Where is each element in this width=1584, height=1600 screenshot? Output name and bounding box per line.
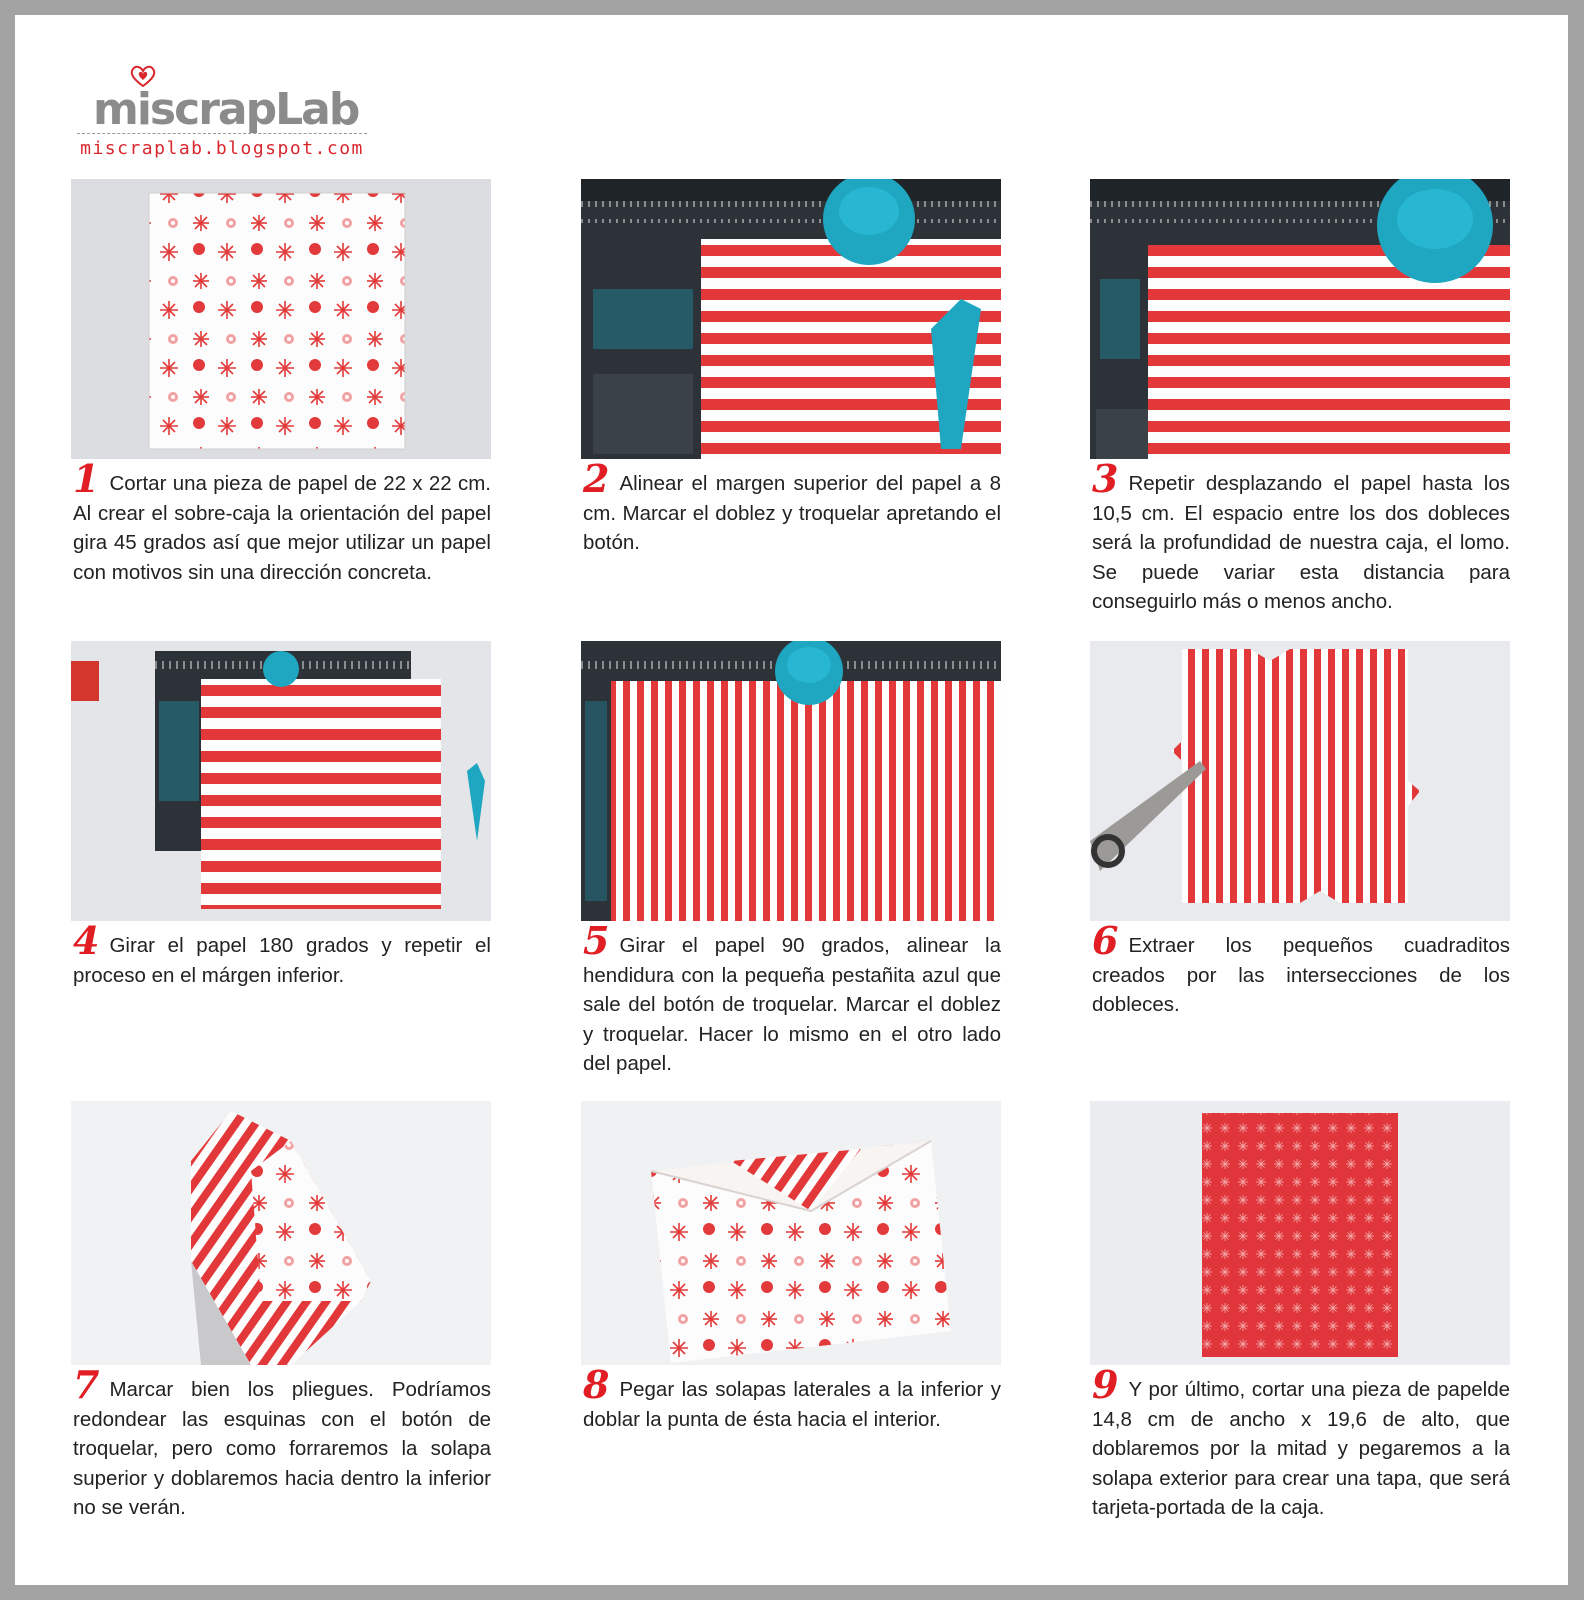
- step-number: 8: [583, 1362, 610, 1407]
- step-text: Girar el papel 180 grados y repetir el proceso en el márgen inferior.: [73, 934, 491, 987]
- step-number: 1: [73, 456, 100, 501]
- step-text: Marcar bien los pliegues. Podríamos redondear las esquinas con el botón de troquelar, pero como forraremos la solapa superior y doblaremos hacia dentro la inferior no se verán.: [73, 1378, 491, 1519]
- step-6-caption: [1092, 918, 1510, 1020]
- step-9-caption: [1092, 1362, 1510, 1523]
- step-3-photo: [1090, 179, 1510, 459]
- step-9-photo: [1090, 1101, 1510, 1365]
- instruction-sheet: [15, 15, 1568, 1585]
- step-number: 4: [73, 918, 100, 963]
- step-number: 7: [73, 1362, 100, 1407]
- brand-url[interactable]: miscraplab.blogspot.com: [77, 133, 367, 159]
- step-3-caption: [1092, 456, 1510, 617]
- step-4-caption: [73, 918, 491, 990]
- step-2-caption: [583, 456, 1001, 558]
- step-7-caption: [73, 1362, 491, 1523]
- step-5-caption: [583, 918, 1001, 1079]
- step-text: Pegar las solapas laterales a la inferior y doblar la punta de ésta hacia el interior.: [583, 1378, 1001, 1431]
- step-5-photo: [581, 641, 1001, 921]
- brand-name: miscrapLab: [93, 84, 359, 135]
- step-4-photo: [71, 641, 491, 921]
- step-1-photo: [71, 179, 491, 459]
- step-8-photo: [581, 1101, 1001, 1365]
- step-text: Girar el papel 90 grados, alinear la hendidura con la pequeña pestañita azul que sale del botón de troquelar. Marcar el doblez y troquelar. Hacer lo mismo en el otro lado del papel.: [583, 934, 1001, 1075]
- step-text: Repetir desplazando el papel hasta los 10,5 cm. El espacio entre los dos dobleces será la profundidad de nuestra caja, el lomo. Se puede variar esta distancia para conseguirlo más o menos ancho.: [1092, 472, 1510, 613]
- step-8-caption: [583, 1362, 1001, 1434]
- step-6-photo: [1090, 641, 1510, 921]
- step-number: 9: [1092, 1362, 1119, 1407]
- step-number: 6: [1092, 918, 1119, 963]
- step-text: Cortar una pieza de papel de 22 x 22 cm. Al crear el sobre-caja la orientación del papel gira 45 grados así que mejor utilizar un papel con motivos sin una dirección concreta.: [73, 472, 491, 584]
- step-1-caption: [73, 456, 491, 587]
- step-7-photo: [71, 1101, 491, 1365]
- step-number: 3: [1092, 456, 1119, 501]
- step-number: 5: [583, 918, 610, 963]
- step-text: Y por último, cortar una pieza de papelde 14,8 cm de ancho x 19,6 de alto, que doblaremos por la mitad y pegaremos a la solapa exterior para crear una tapa, que será tarjeta-portada de la caja.: [1092, 1378, 1510, 1519]
- step-text: Extraer los pequeños cuadraditos creados por las intersecciones de los dobleces.: [1092, 934, 1510, 1016]
- step-number: 2: [583, 456, 610, 501]
- step-text: Alinear el margen superior del papel a 8 cm. Marcar el doblez y troquelar apretando el botón.: [583, 472, 1001, 554]
- brand-logo: [75, 65, 375, 165]
- step-2-photo: [581, 179, 1001, 459]
